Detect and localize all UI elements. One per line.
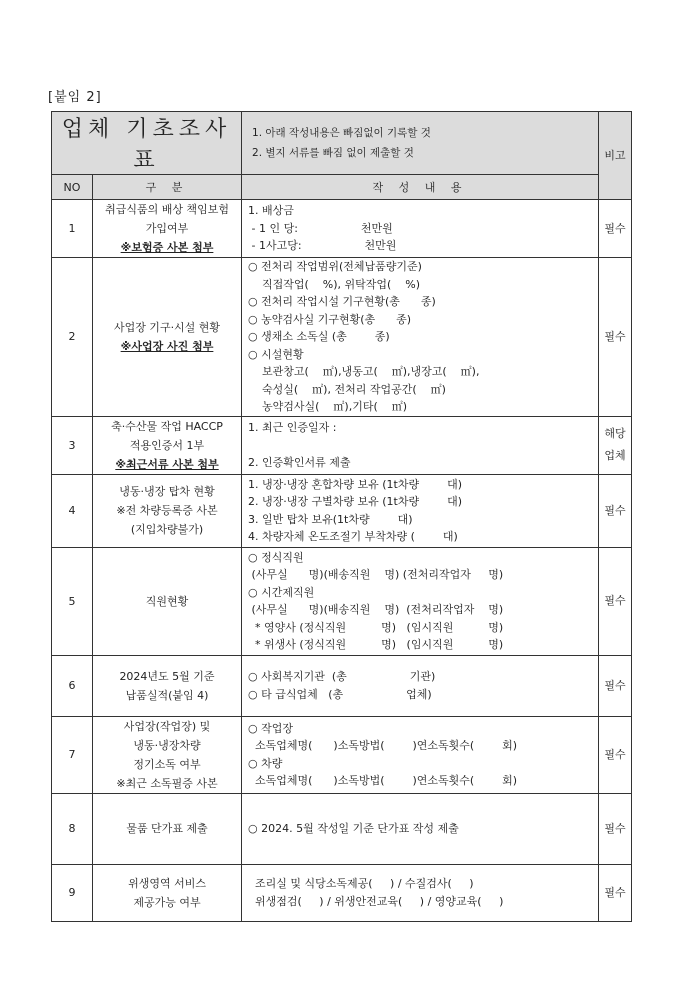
table-row	[52, 474, 632, 547]
content-line: 4. 차량자체 온도조절기 부착차량 ( 대)	[248, 530, 458, 543]
row-category	[93, 793, 242, 864]
category-line: ※전 차량등록증 사본	[116, 504, 218, 517]
category-line: 제공가능 여부	[133, 895, 201, 909]
row-category	[93, 864, 242, 921]
row-category	[93, 200, 242, 258]
content-line: 3. 일반 탑차 보유(1t차량 대)	[248, 512, 413, 526]
content-line: 1. 냉장·냉장 혼합차량 보유 (1t차량 대)	[248, 477, 462, 491]
row-content	[242, 200, 599, 258]
category-line: 냉동·냉장 탑차 현황	[119, 485, 215, 498]
content-line: ○ 타 급식업체 (총 업체)	[248, 687, 432, 701]
row-remark	[599, 864, 632, 921]
remark-line: 필수	[604, 503, 626, 517]
category-line: 정기소독 여부	[133, 757, 201, 771]
category-line: 위생영역 서비스	[128, 876, 206, 890]
category-line: 물품 단가표 제출	[126, 822, 208, 835]
category-line: 사업장 기구·시설 현황	[113, 320, 221, 334]
category-line: 냉동·냉장차량	[133, 738, 201, 752]
row-content	[242, 655, 599, 716]
content-line: 1. 배상금	[248, 204, 294, 218]
remark-line: 필수	[604, 821, 626, 835]
table-row	[52, 258, 632, 417]
table-row	[52, 200, 632, 258]
row-category	[93, 474, 242, 547]
row-content	[242, 547, 599, 655]
row-content	[242, 416, 599, 474]
category-line: 축·수산물 작업 HACCP	[111, 419, 223, 433]
row-remark	[599, 793, 632, 864]
content-line: ○ 농약검사실 기구현황(총 종)	[248, 312, 412, 326]
table-row	[52, 655, 632, 716]
table-row	[52, 716, 632, 793]
content-line: 숙성실( ㎡), 전처리 작업공간( ㎡)	[248, 382, 446, 396]
category-note: ※최근서류 사본 첨부	[115, 457, 219, 471]
content-line: - 1 인 당: 천만원	[248, 221, 393, 235]
row-number: 8	[52, 793, 93, 864]
category-note: ※사업장 사진 첨부	[120, 339, 214, 353]
content-line: 조리실 및 식당소독제공( ) / 수질검사( )	[248, 877, 474, 890]
instructions	[242, 112, 599, 175]
row-category	[93, 416, 242, 474]
content-line: ○ 정식직원	[248, 550, 304, 564]
content-line: 보관창고( ㎡),냉동고( ㎡),냉장고( ㎡),	[248, 365, 480, 378]
header-no: NO	[52, 175, 93, 200]
content-line: * 영양사 (정식직원 명) (임시직원 명)	[248, 620, 504, 634]
remark-header: 비고	[599, 112, 632, 200]
content-line: ○ 2024. 5월 작성일 기준 단가표 작성 제출	[248, 821, 459, 835]
instruction-2: 2. 별지 서류를 빠짐 없이 제출할 것	[252, 147, 414, 159]
content-line: 2. 인증확인서류 제출	[248, 455, 351, 469]
remark-line: 필수	[604, 594, 626, 607]
category-line: 납품실적(붙임 4)	[125, 688, 209, 702]
row-remark	[599, 416, 632, 474]
category-line: 가입여부	[145, 222, 189, 235]
category-line: 적용인증서 1부	[129, 438, 205, 452]
row-number: 6	[52, 655, 93, 716]
content-line: 2. 냉장·냉장 구별차량 보유 (1t차량 대)	[248, 495, 462, 508]
row-number: 3	[52, 416, 93, 474]
content-line: - 1사고당: 천만원	[248, 239, 397, 253]
content-line: 직접작업( %), 위탁작업( %)	[248, 277, 421, 291]
category-line: 2024년도 5월 기준	[119, 669, 215, 683]
row-category	[93, 716, 242, 793]
category-line: ※최근 소독필증 사본	[116, 776, 218, 790]
row-content	[242, 716, 599, 793]
remark-line: 필수	[604, 678, 626, 692]
content-line: 위생점검( ) / 위생안전교육( ) / 영양교육( )	[248, 894, 504, 908]
row-content	[242, 864, 599, 921]
row-content	[242, 258, 599, 417]
content-line: (사무실 명)(배송직원 명) (전처리작업자 명)	[248, 603, 504, 616]
row-remark	[599, 200, 632, 258]
instruction-1: 1. 아래 작성내용은 빠짐없이 기록할 것	[252, 127, 431, 139]
header-content: 작 성 내 용	[242, 175, 599, 200]
table-row	[52, 793, 632, 864]
content-line: ○ 작업장	[248, 721, 293, 735]
attachment-label: [붙임 2]	[48, 90, 102, 105]
content-line: ○ 시간제직원	[248, 585, 315, 599]
category-line: (지입차량불가)	[130, 523, 204, 536]
content-line: * 위생사 (정식직원 명) (임시직원 명)	[248, 638, 504, 651]
row-number: 1	[52, 200, 93, 258]
content-line: ○ 시설현황	[248, 347, 304, 361]
content-line: ○ 차량	[248, 756, 283, 770]
content-line: ○ 전처리 작업시설 기구현황(총 종)	[248, 295, 436, 308]
category-line: 취급식품의 배상 책임보험	[105, 203, 229, 216]
row-number: 9	[52, 864, 93, 921]
row-category	[93, 547, 242, 655]
row-content	[242, 474, 599, 547]
table-row	[52, 547, 632, 655]
table-row	[52, 864, 632, 921]
survey-table	[51, 111, 632, 922]
content-line: ○ 전처리 작업범위(전체납품량기준)	[248, 260, 422, 273]
content-line: 소독업체명( )소독방법( )연소독횟수( 회)	[248, 739, 518, 752]
content-line: ○ 생채소 소독실 (총 종)	[248, 330, 390, 343]
row-remark	[599, 547, 632, 655]
content-line: 소독업체명( )소독방법( )연소독횟수( 회)	[248, 774, 518, 787]
row-remark	[599, 258, 632, 417]
remark-line: 필수	[604, 221, 626, 235]
content-line: 1. 최근 인증일자 :	[248, 421, 337, 434]
row-number: 4	[52, 474, 93, 547]
row-remark	[599, 655, 632, 716]
category-line: 사업장(작업장) 및	[123, 719, 211, 733]
row-category	[93, 258, 242, 417]
content-line: 농약검사실( ㎡),기타( ㎡)	[248, 400, 408, 413]
remark-line: 필수	[604, 329, 626, 343]
row-number: 2	[52, 258, 93, 417]
content-line: ○ 사회복지기관 (총 기관)	[248, 670, 436, 683]
category-note: ※보험증 사본 첨부	[120, 241, 214, 254]
row-number: 7	[52, 716, 93, 793]
header-category: 구 분	[93, 175, 242, 200]
row-number: 5	[52, 547, 93, 655]
row-remark	[599, 716, 632, 793]
row-remark	[599, 474, 632, 547]
row-category	[93, 655, 242, 716]
remark-line: 필수	[604, 885, 626, 899]
table-row	[52, 416, 632, 474]
content-line: (사무실 명)(배송직원 명) (전처리작업자 명)	[248, 568, 504, 581]
form-title: 업체 기초조사표	[52, 112, 242, 175]
remark-line: 업체	[604, 449, 626, 462]
content-line	[248, 437, 598, 454]
row-content	[242, 793, 599, 864]
category-line: 직원현황	[145, 594, 189, 608]
remark-line: 필수	[604, 747, 626, 761]
remark-line: 해당	[604, 427, 626, 440]
